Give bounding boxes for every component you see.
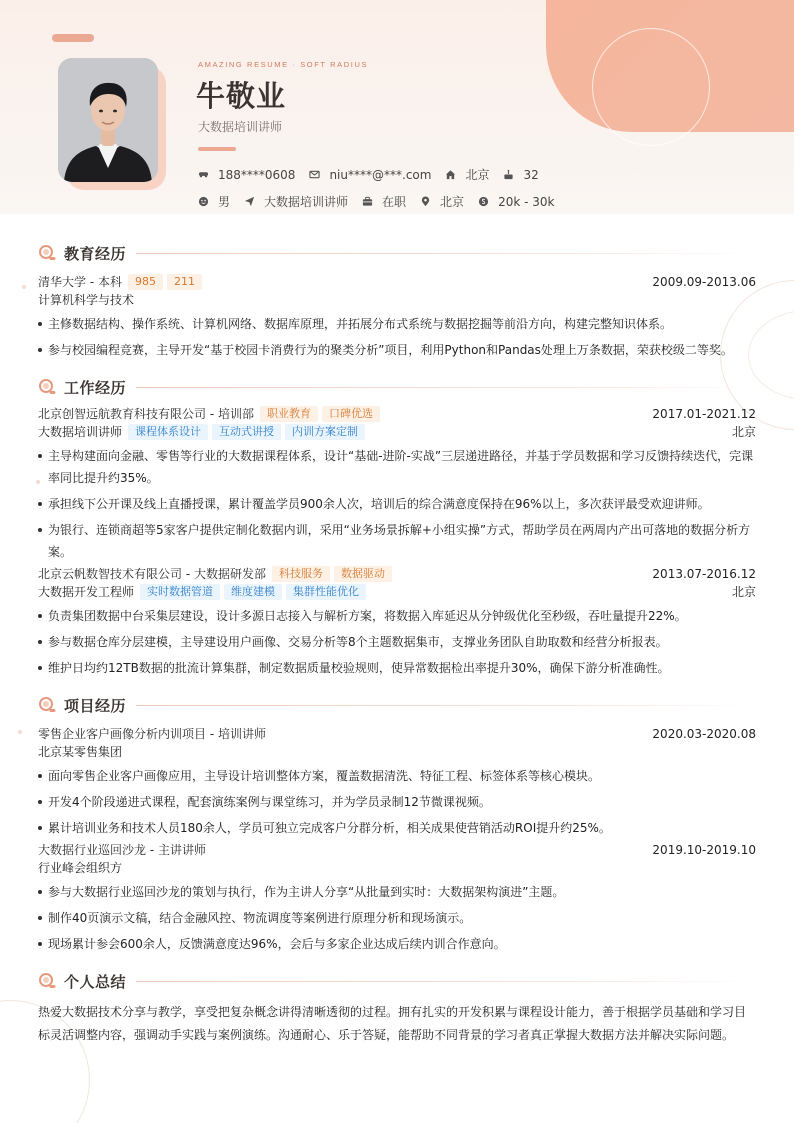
- job-location: 北京: [731, 425, 756, 439]
- resume-eyebrow: AMAZING RESUME · SOFT RADIUS: [198, 60, 369, 69]
- list-item: 参与大数据行业巡回沙龙的策划与执行，作为主讲人分享“从批量到实时：大数据架构演进”主题。: [38, 881, 756, 903]
- skill-tag: 课程体系设计: [128, 424, 208, 440]
- location-pin-icon: [420, 196, 431, 207]
- avatar: [58, 58, 158, 182]
- work-entry: [38, 565, 756, 679]
- decorative-dot: [22, 285, 26, 289]
- school-name: 清华大学 - 本科: [38, 275, 122, 289]
- date-range: 2017.01-2021.12: [652, 407, 756, 421]
- list-item: 承担线下公开课及线上直播授课，累计覆盖学员900余人次，培训后的综合满意度保持在96%以上，多次获评最受欢迎讲师。: [38, 493, 756, 515]
- company-tag: 口碑优选: [322, 406, 380, 422]
- company-tag: 数据驱动: [334, 566, 392, 582]
- contact-email: [309, 168, 431, 182]
- summary-text: 热爱大数据技术分享与教学，享受把复杂概念讲得清晰透彻的过程。拥有扎实的开发积累与课程设计能力，善于根据学员基础和学习目标灵活调整内容，强调动手实践与案例演练。沟通耐心、乐于答疑，能帮助不同背景的学习者真正掌握大数据方法并解决实际问题。: [38, 1005, 747, 1042]
- list-item: 参与校园编程竞赛，主导开发“基于校园卡消费行为的聚类分析”项目，利用Python和Pandas处理上万条数据，荣获校级二等奖。: [38, 339, 756, 361]
- list-item: 制作40页演示文稿，结合金融风控、物流调度等案例进行原理分析和现场演示。: [38, 907, 756, 929]
- list-item: 负责集团数据中台采集层建设，设计多源日志接入与解析方案，将数据入库延迟从分钟级优化至秒级，吞吐量提升22%。: [38, 605, 756, 627]
- salary-icon: [478, 196, 489, 207]
- decorative-ring: [592, 28, 710, 146]
- section-header: [38, 693, 756, 717]
- cake-icon: [503, 169, 514, 180]
- skill-tag: 集群性能优化: [286, 584, 366, 600]
- list-item: 为银行、连锁商超等5家客户提供定制化数据内训，采用“业务场景拆解+小组实操”方式，帮助学员在两周内产出可落地的数据分析方案。: [38, 519, 756, 563]
- accent-bar: [198, 147, 236, 151]
- target-role-value: 大数据培训讲师: [264, 195, 349, 209]
- company-tag: 职业教育: [260, 406, 318, 422]
- list-item: 主导构建面向金融、零售等行业的大数据课程体系，设计“基础-进阶-实战”三层递进路径，并基于学员数据和学习反馈持续迭代，完课率同比提升约35%。: [38, 445, 756, 489]
- list-item: 开发4个阶段递进式课程，配套演练案例与课堂练习，并为学员录制12节微课视频。: [38, 791, 756, 813]
- search-icon: [38, 378, 56, 396]
- project-client: 行业峰会组织方: [38, 861, 123, 875]
- bullet-list: [38, 313, 756, 361]
- bullet-list: [38, 445, 756, 563]
- search-icon: [38, 696, 56, 714]
- list-item: 面向零售企业客户画像应用，主导设计培训整体方案，覆盖数据清洗、特征工程、标签体系等核心模块。: [38, 765, 756, 787]
- resume-body: [38, 241, 756, 1047]
- gender-icon: [198, 196, 209, 207]
- date-range: 2009.09-2013.06: [652, 275, 756, 289]
- contact-phone: [198, 168, 295, 182]
- section-divider: [136, 387, 756, 388]
- contact-row: [198, 166, 553, 183]
- project-entry: [38, 841, 756, 955]
- skill-tag: 维度建模: [224, 584, 282, 600]
- decorative-dot: [18, 730, 22, 734]
- skill-tag: 互动式讲授: [212, 424, 281, 440]
- skill-tag: 实时数据管道: [140, 584, 220, 600]
- list-item: 维护日均约12TB数据的批流计算集群，制定数据质量校验规则，使异常数据检出率提升30%，确保下游分析准确性。: [38, 657, 756, 679]
- send-icon: [244, 196, 255, 207]
- education-section: [38, 241, 756, 361]
- location-value: 北京: [440, 195, 465, 209]
- major: 计算机科学与技术: [38, 293, 135, 307]
- candidate-name: 牛敬业: [196, 79, 287, 113]
- briefcase-icon: [362, 196, 373, 207]
- section-title: 个人总结: [64, 972, 127, 991]
- section-header: [38, 375, 756, 399]
- job-location: 北京: [731, 585, 756, 599]
- detail-target-role: [244, 193, 348, 210]
- search-icon: [38, 972, 56, 990]
- project-name: 零售企业客户画像分析内训项目 - 培训讲师: [38, 727, 266, 741]
- detail-status: [362, 193, 406, 210]
- company-name: 北京创智远航教育科技有限公司 - 培训部: [38, 407, 254, 421]
- contact-city: [445, 166, 489, 183]
- job-title: 大数据开发工程师: [38, 585, 135, 599]
- school-tag: 211: [167, 274, 202, 290]
- portrait-illustration: [58, 58, 158, 182]
- section-header: [38, 241, 756, 265]
- school-tag: 985: [128, 274, 163, 290]
- city-value: 北京: [465, 168, 490, 182]
- projects-section: [38, 693, 756, 955]
- work-section: [38, 375, 756, 679]
- section-header: [38, 969, 756, 993]
- salary-value: 20k - 30k: [498, 194, 555, 209]
- list-item: 现场累计参会600余人，反馈满意度达96%，会后与多家企业达成后续内训合作意向。: [38, 933, 756, 955]
- gender-value: 男: [218, 195, 231, 209]
- project-name: 大数据行业巡回沙龙 - 主讲讲师: [38, 843, 206, 857]
- company-name: 北京云帆数智技术有限公司 - 大数据研发部: [38, 567, 266, 581]
- resume-header: [0, 0, 794, 214]
- project-entry: [38, 725, 756, 839]
- date-range: 2020.03-2020.08: [652, 727, 756, 741]
- section-divider: [136, 705, 756, 706]
- job-title: 大数据培训讲师: [38, 425, 123, 439]
- section-title: 项目经历: [64, 696, 127, 715]
- phone-value: 188****0608: [218, 167, 296, 182]
- home-icon: [445, 169, 456, 180]
- date-range: 2013.07-2016.12: [652, 567, 756, 581]
- section-divider: [136, 981, 756, 982]
- list-item: 主修数据结构、操作系统、计算机网络、数据库原理，并拓展分布式系统与数据挖掘等前沿方向，构建完整知识体系。: [38, 313, 756, 335]
- list-item: 累计培训业务和技术人员180余人，学员可独立完成客户分群分析，相关成果使营销活动ROI提升约25%。: [38, 817, 756, 839]
- summary-section: [38, 969, 756, 1047]
- education-entry: [38, 273, 756, 361]
- mail-icon: [309, 169, 320, 180]
- project-client: 北京某零售集团: [38, 745, 123, 759]
- decorative-pill: [52, 34, 94, 42]
- date-range: 2019.10-2019.10: [652, 843, 756, 857]
- status-value: 在职: [382, 195, 407, 209]
- section-divider: [136, 253, 756, 254]
- company-tag: 科技服务: [272, 566, 330, 582]
- detail-location: [420, 193, 464, 210]
- section-title: 教育经历: [64, 244, 127, 263]
- phone-icon: [198, 169, 209, 180]
- work-entry: [38, 405, 756, 563]
- candidate-role: 大数据培训讲师: [198, 120, 283, 134]
- bullet-list: [38, 765, 756, 839]
- search-icon: [38, 244, 56, 262]
- section-title: 工作经历: [64, 378, 127, 397]
- detail-salary: [478, 195, 554, 209]
- details-row: [198, 193, 568, 210]
- age-value: 32: [523, 167, 539, 182]
- bullet-list: [38, 881, 756, 955]
- list-item: 参与数据仓库分层建模，主导建设用户画像、交易分析等8个主题数据集市，支撑业务团队自助取数和经营分析报表。: [38, 631, 756, 653]
- bullet-list: [38, 605, 756, 679]
- skill-tag: 内训方案定制: [285, 424, 365, 440]
- contact-age: [503, 168, 538, 182]
- email-value: niu****@***.com: [329, 167, 432, 182]
- detail-gender: [198, 193, 230, 210]
